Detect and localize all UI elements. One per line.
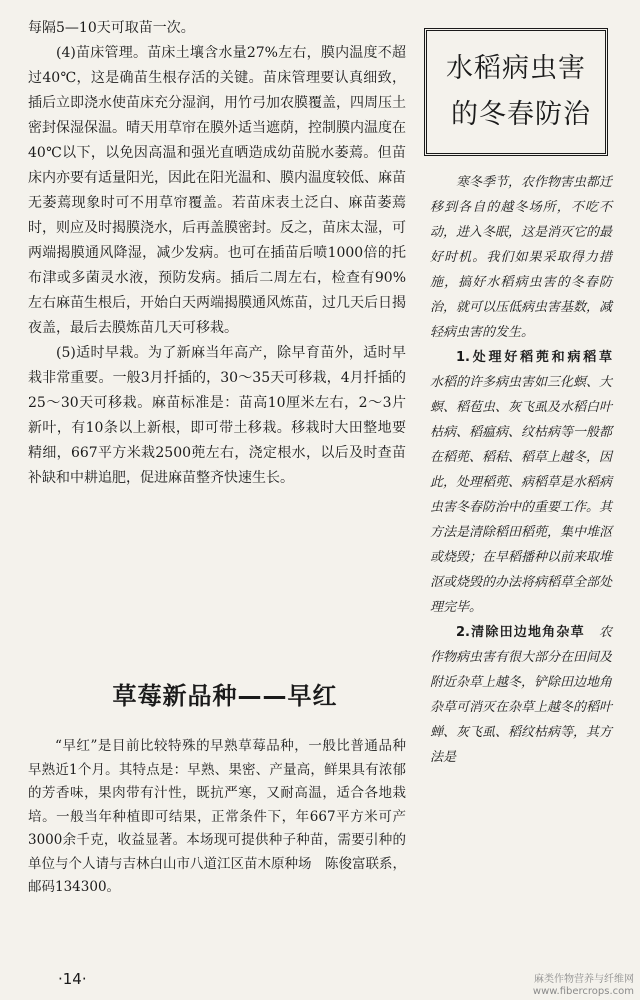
- strawberry-article-title: 草莓新品种——早红: [112, 682, 338, 710]
- section-1-heading: 1.处理好稻蔸和病稻草: [456, 350, 612, 365]
- rice-intro: 寒冬季节，农作物害虫都迁移到各自的越冬场所，不吃不动，进入冬眠，这是消灭它的最好时机。我们如果采取得力措施，搞好水稻病虫害的冬春防治，就可以压低病虫害基数，减轻病虫害的发生。: [430, 175, 613, 340]
- page-number: ·14·: [58, 970, 87, 988]
- section-2-heading: 2.清除田边地角杂草: [456, 625, 585, 640]
- section-1-body: 水稻的许多病虫害如三化螟、大螟、稻苞虫、灰飞虱及水稻白叶枯病、稻瘟病、纹枯病等一般都在稻蔸、稻秸、稻草上越冬，因此，处理稻蔸、病稻草是水稻病虫害冬春防治中的重要工作。其方法是清除稻田稻蔸，集中堆沤或烧毁；在早稻播种以前来取堆沤或烧毁的办法将病稻草全部处理完毕。: [430, 375, 613, 615]
- watermark-line1: 麻类作物营养与纤维网: [534, 974, 634, 985]
- strawberry-article: [28, 735, 406, 900]
- rice-title-line2: 的冬春防治: [451, 99, 591, 130]
- watermark-line2: www.fibercrops.com: [532, 986, 634, 997]
- paragraph-timely-transplant: (5)适时早栽。为了新麻当年高产，除早育苗外，适时早栽非常重要。一般3月扦插的，30～35天可移栽，4月扦插的25～30天可移栽。麻苗标准是：苗高10厘米左右，2～3片新叶，有10条以上新根，即可带土移栽。移栽时大田整地要精细，667平方米栽2500蔸左右，浇定根水，以后及时查苗补缺和中耕追肥，促进麻苗整齐快速生长。: [28, 345, 406, 486]
- rice-section-1: [430, 345, 612, 620]
- rice-title-line1: 水稻病虫害: [446, 53, 586, 84]
- rice-article-title-box: [424, 28, 608, 156]
- right-column: [430, 170, 612, 770]
- left-column: [28, 16, 406, 491]
- section-2-body: 农作物病虫害有很大部分在田间及附近杂草上越冬，铲除田边地角杂草可消灭在杂草上越冬的稻叶蝉、灰飞虱、稻纹枯病等，其方法是: [430, 625, 613, 765]
- strawberry-body: “早红”是目前比较特殊的早熟草莓品种，一般比普通品种早熟近1个月。其特点是：早熟、果密、产量高，鲜果具有浓郁的芳香味，果肉带有汁性，既抗严寒，又耐高温，适合各地栽培。一般当年种植即可结果，正常条件下，年667平方米可产3000余千克，收益显著。本场现可提供种子种苗，需要引种的单位与个人请与吉林白山市八道江区苗木原种场 陈俊富联系，邮码134300。: [28, 738, 406, 895]
- paragraph-nursery-management: (4)苗床管理。苗床土壤含水量27%左右，膜内温度不超过40℃，这是确苗生根存活的关键。苗床管理要认真细致，插后立即浇水使苗床充分湿润，用竹弓加农膜覆盖，四周压土密封保湿保温。晴天用草帘在膜外适当遮荫，控制膜内温度在40℃以下，以免因高温和强光直晒造成幼苗脱水萎蔫。但苗床内亦要有适量阳光，因此在阳光温和、膜内温度较低、麻苗无萎蔫现象时可不用草帘覆盖。若苗床表土泛白、麻苗萎蔫时，则应及时揭膜浇水，后再盖膜密封。反之，苗床太湿，可两端揭膜通风降湿，减少发病。也可在插苗后喷1000倍的托布津或多菌灵水液，预防发病。插后二周左右，检查有90%左右麻苗生根后，开始白天两端揭膜通风炼苗，过几天后日揭夜盖，最后去膜炼苗几天可移栽。: [28, 45, 406, 336]
- rice-section-2: [430, 620, 612, 770]
- site-watermark: [533, 974, 634, 998]
- paragraph-continued: 每隔5—10天可取苗一次。: [28, 20, 195, 36]
